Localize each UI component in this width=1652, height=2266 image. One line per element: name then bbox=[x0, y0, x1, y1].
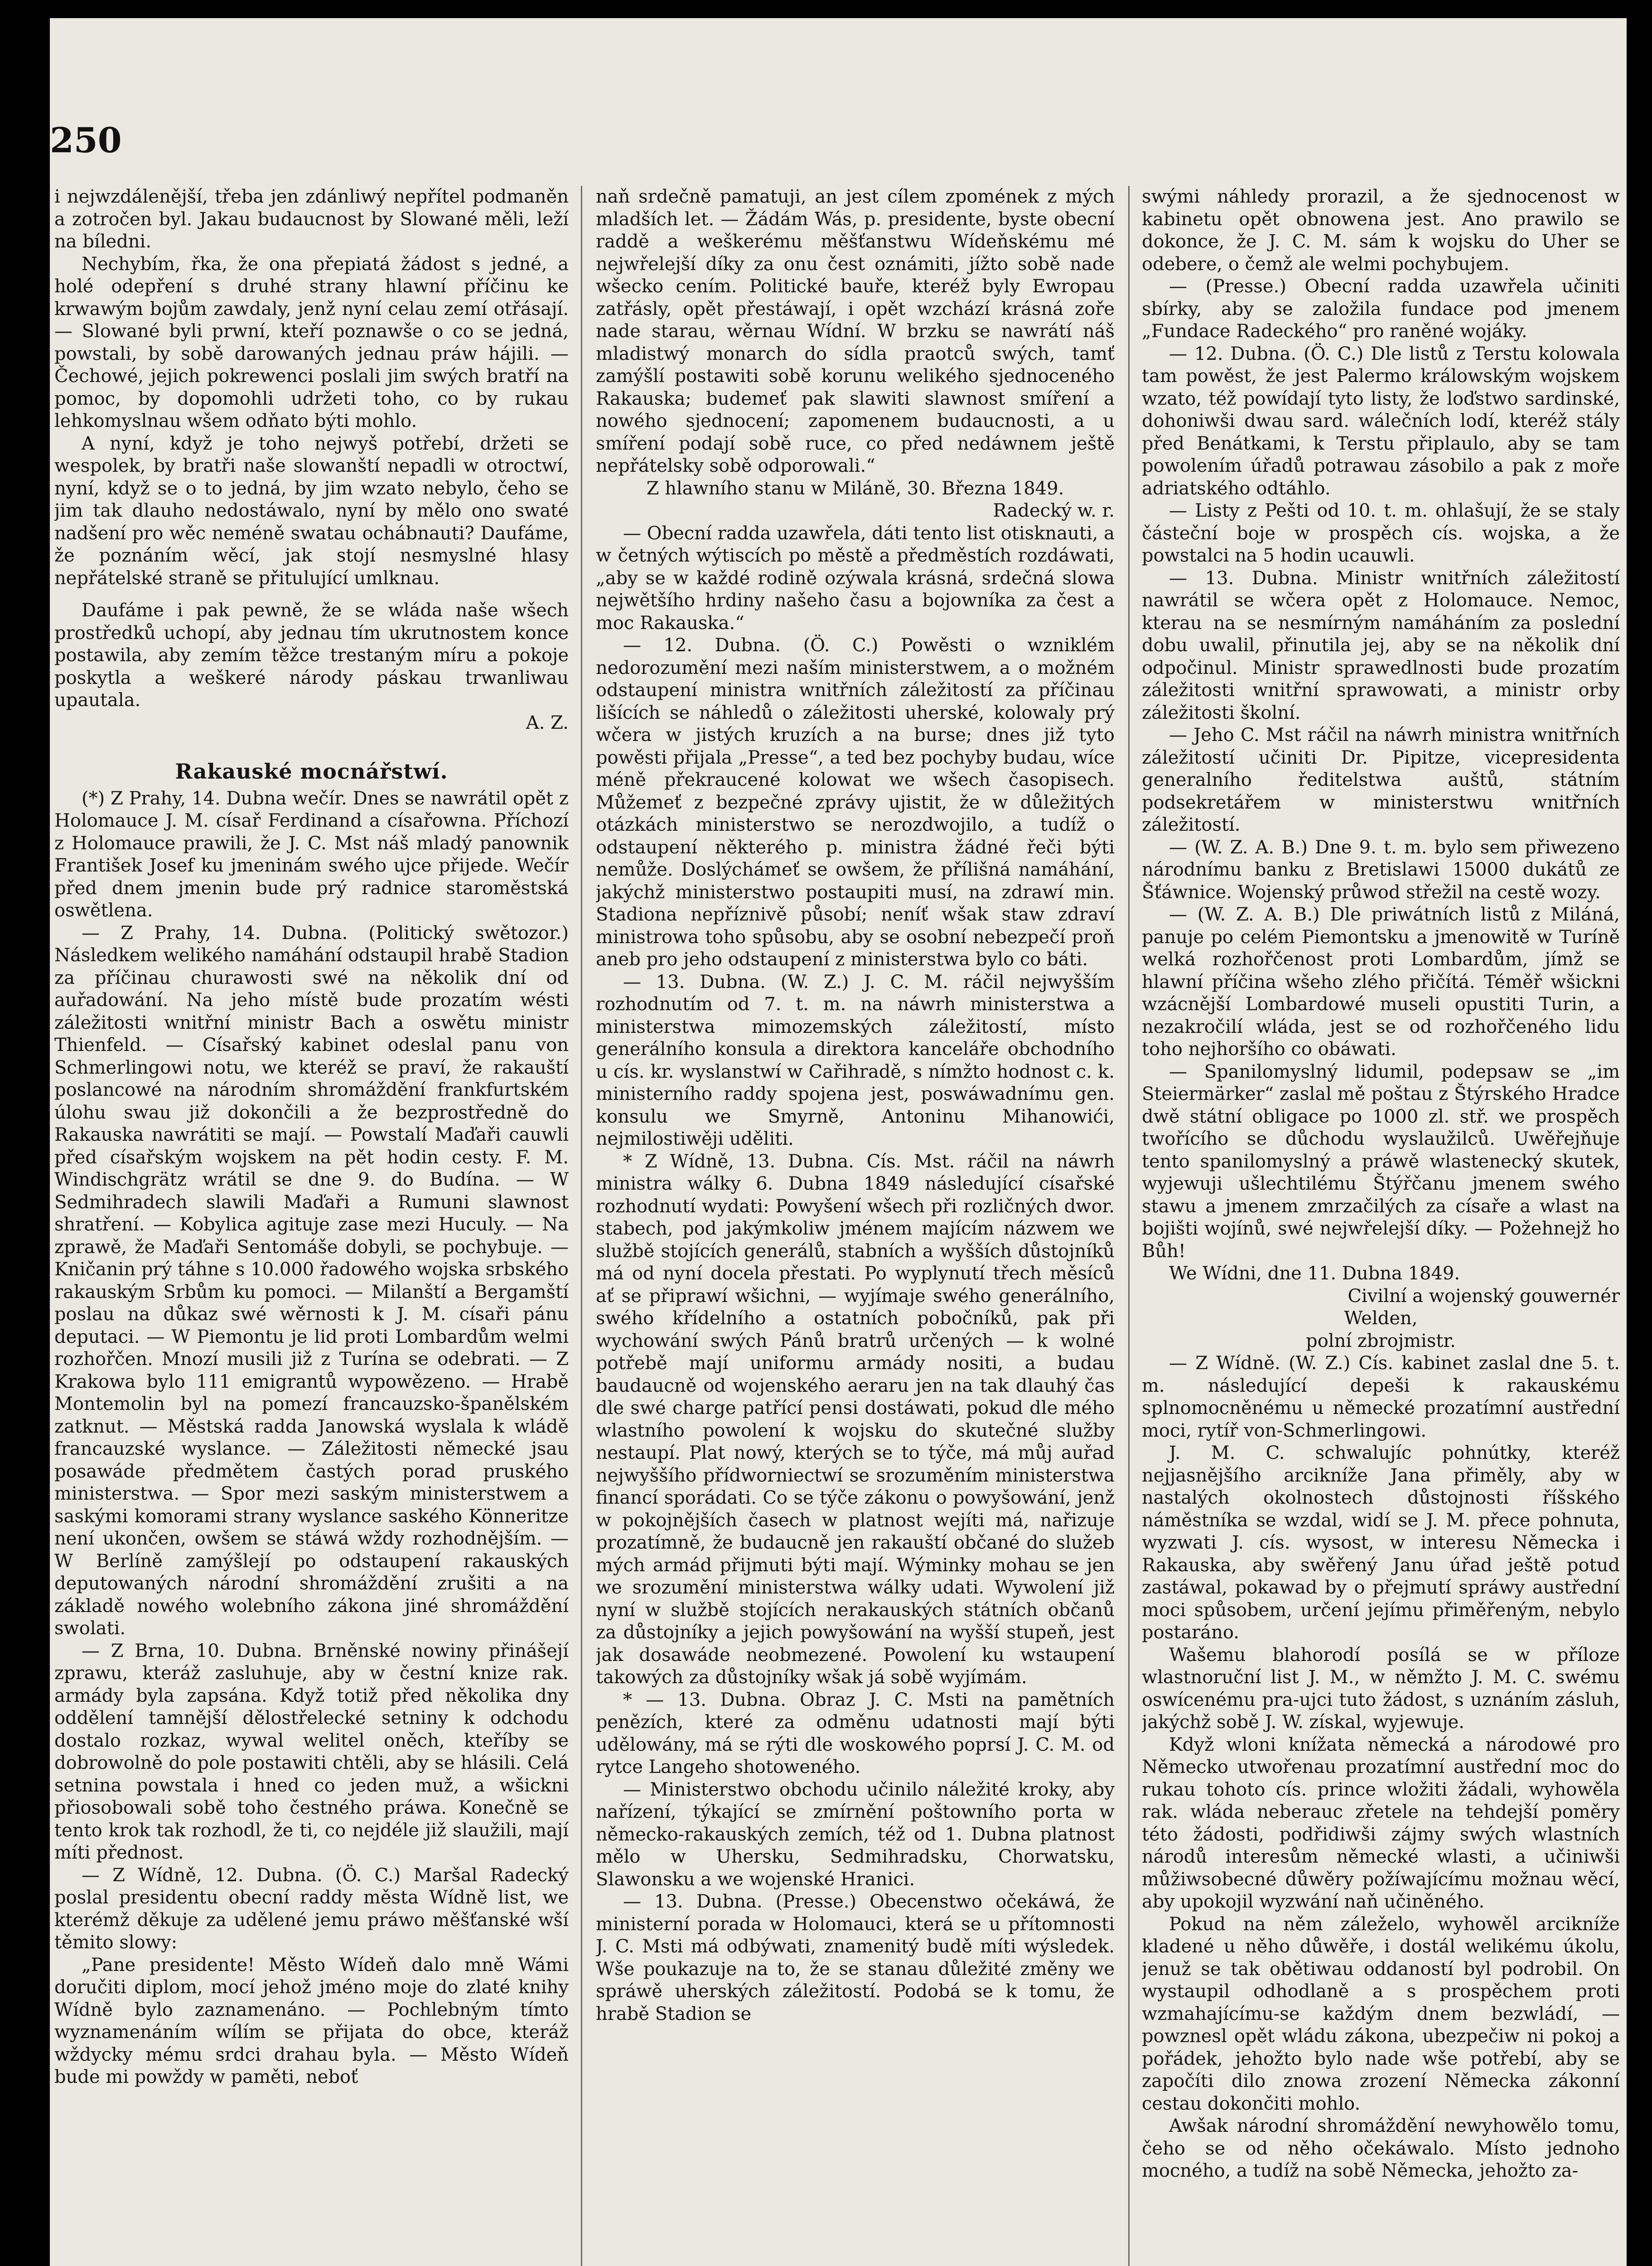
column-1 bbox=[54, 186, 569, 2266]
newspaper-sheet bbox=[50, 18, 1627, 2266]
news-item: Awšak národní shromáždění newyhowělo tomu, čeho se od něho očekáwalo. Místo jednoho mocného, a tudíž na sobě Německa, jehožto za- bbox=[1142, 2116, 1620, 2181]
author-initials: A. Z. bbox=[526, 712, 569, 733]
news-item: — Listy z Pešti od 10. t. m. ohlašují, že se staly částeční boje w prospěch cís. wojska, a že powstalci na 5 hodin ucauwli. bbox=[1142, 500, 1620, 566]
news-item: — Z Wídně, 12. Dubna. (Ö. C.) Maršal Radecký poslal presidentu obecní raddy města Wídně list, we kterémž děkuje za udělené jemu práwo měšťanské wší těmito slowy: bbox=[54, 1864, 569, 1953]
quoted-letter: naň srdečně pamatuji, an jest cílem zpomének z mých mladších let. — Žádám Wás, p. presidente, byste obecní raddě a weškerému měšťanstwu Wídeňskému mé nejwřelejší díky za onu čest oznámiti, jížto sobě nade wšecko cením. Politické bauře, kteréž byly Ewropau zatřásly, opět přestáwají, i opět wzchází krásná zoře nade starau, wěrnau Wídní. W brzku se nawrátí náš mladistwý monarch do sídla praotců swých, tamť zamýšlí postawiti sobě korunu welikého sjednoceného Rakauska; budemeť pak slawiti slawnost smíření a nowého sjednocení; zapomenem budaucnosti, a u smíření podají sobě ruce, co před nedáwnem ještě nepřátelsky sobě odporowali.“ bbox=[596, 186, 1115, 476]
news-item: — 12. Dubna. (Ö. C.) Dle listů z Terstu kolowala tam powěst, že jest Palermo králowským wojskem wzato, též powídají tyto listy, že loďstwo sardinské, dohoniwši dwau sard. wálečních lodí, kteréž stály před Benátkami, k Terstu připlaulo, aby se tam powolením úřadů potrawau zásobilo a pak z moře adriatského odtáhlo. bbox=[1142, 343, 1620, 499]
article-paragraph: Nechybím, řka, že ona přepiatá žádost s jedné, a holé odepření s druhé strany hlawní příčinu ke krwawým bojům zawdaly, jenž nyní celau zemí otřásají. — Slowané byli prwní, kteří poznawše o co se jedná, powstali, by sobě darowaných jednau práw hájili. — Čechowé, jejich pokrewenci poslali jim swých bratří na pomoc, by dopomohli udržeti toho, co by rukau lehkomyslnau wšem odňato býti mohlo. bbox=[54, 253, 569, 431]
news-item: * Z Wídně, 13. Dubna. Cís. Mst. ráčil na náwrh ministra wálky 6. Dubna 1849 následující císařské rozhodnutí wydati: Powyšení wšech při rozličných dwor. stabech, pod jakýmkoliw jménem majícím názwem we službě stojících generálů, stabních a wyšších důstojníků má od nyní docela přestati. Po wyplynutí třech měsíců ať se připrawí wšichni, — wyjímaje swého generálního, swého křídelního a ostatních pobočníků, pak při wychowání swých Pánů bratrů určených — k wolné potřebě mají uniformu armády nositi, a budau baudaucně od wojenského aeraru jen na tak dlauhý čas dle swé charge patřící pensi dostáwati, pokud dle mého wlastního powolení k wojsku do skutečné služby nestaupí. Plat nowý, kterých se to týče, má můj auřad nejwyššího přídworniectwí se srozuměním ministerstwa financí sporádati. Co se týče zákonu o powyšowání, jenž w pokojnějších časech w platnost wejíti má, nařizuje prozatímně, že budaucně jen rakauští občané do služeb mých armád přijmuti býti mají. Wýminky mohau se jen we srozumění ministerstwa wálky udati. Wywolení již nyní w službě stojících nerakauských státních občanů za důstojníky a jejich powyšowání na wyšší stupeň, jest jak dosawáde neobmezené. Powolení ku wstaupení takowých za důstojníky wšak já sobě wyjímám. bbox=[596, 1151, 1115, 1688]
section-heading: Rakauské mocnářstwí. bbox=[175, 759, 448, 784]
signature-rank: polní zbrojmistr. bbox=[1306, 1330, 1456, 1351]
news-item: (*) Z Prahy, 14. Dubna wečír. Dnes se nawrátil opět z Holomauce J. M. císař Ferdinand a císařowna. Příchozí z Holomauce prawili, že J. C. Mst náš mladý panownik František Josef ku jmeninám swého ujce přijede. Wečír před dnem jmenin bude prý radnice staroměstská oswětlena. bbox=[54, 788, 569, 921]
news-item: — Z Wídně. (W. Z.) Cís. kabinet zaslal dne 5. t. m. následující depeši k rakauskému splnomocněnému u německé prozatímní austřední moci, rytíř von-Schmerlingowi. bbox=[1142, 1353, 1620, 1441]
news-item: — 13. Dubna. (W. Z.) J. C. M. ráčil nejwyšším rozhodnutím od 7. t. m. na náwrh ministerstwa a ministerstwa mimozemských záležitostí, místo generálního konsula a direktora kanceláře obchodního u cís. kr. wyslanstwí w Cařihradě, s nímžto hodnost c. k. ministerního raddy spojena jest, poswáwadnímu gen. konsulu we Smyrně, Antoninu Mihanowići, nejmilostiwěji uděliti. bbox=[596, 971, 1115, 1149]
column-divider bbox=[1128, 186, 1130, 2266]
news-item: — (Presse.) Obecní radda uzawřela učiniti sbírky, aby se založila fundace pod jmenem „Fundace Radeckého“ pro raněné wojáky. bbox=[1142, 276, 1620, 342]
news-item: — (W. Z. A. B.) Dle priwátních listů z Miláná, panuje po celém Piemontsku a jmenowitě w Turíně welká rozhořčenost proti Lombardům, jímž se hlawní příčina wšeho zlého přičítá. Téměř wšickni wzácnější Lombardowé museli opustiti Turin, a nezakročilí wláda, jest se od rozhořčeného lidu toho nejhoršího co obáwati. bbox=[1142, 904, 1620, 1060]
column-divider bbox=[581, 186, 582, 2266]
column-3 bbox=[1142, 186, 1620, 2266]
column-2 bbox=[596, 186, 1115, 2266]
news-item: — Z Prahy, 14. Dubna. (Politický swětozor.) Následkem welikého namáhání odstaupil hrabě Stadion za příčinau churawosti swé na několik dní od auřadowání. Na jeho místě bude prozatím wésti záležitosti wnitřní ministr Bach a oswětu ministr Thienfeld. — Císařský kabinet odeslal panu von Schmerlingowi notu, we kteréž se praví, že rakauští poslancowé na národním shromáždění frankfurtském úlohu swau již dokončili a že bezprostředně do Rakauska nawrátiti se mají. — Powstalí Maďaři cauwli před císařským wojskem na pět hodin cesty. F. M. Windischgrätz wrátil se dne 9. do Budína. — W Sedmihradech slawili Maďaři a Rumuni slawnost shratření. — Kobylica agituje zase mezi Huculy. — Na zprawě, že Maďaři Sentomáše dobyli, se pochybuje. — Kničanin prý táhne s 10.000 řadowého wojska srbského rakauským Srbům ku pomoci. — Milanští a Bergamští poslau na důkaz swé wěrnosti k J. M. císaři pánu deputaci. — W Piemontu je lid proti Lombardům welmi rozhořčen. Mnozí musili již z Turína se odebrati. — Z Krakowa bylo 111 emigrantů wypowězeno. — Hrabě Montemolin byl na pomezí francauzsko-španělském zatknut. — Městská radda Janowská wyslala k wládě francauzské wyslance. — Záležitosti německé jsau posawáde předmětem častých porad pruského ministerstwa. — Spor mezi saským ministerstwem a saskými komorami strany wyslance saského Könneritze není ukončen, owšem se stáwá wždy rozhodnějším. — W Berlíně zamýšlejí po odstaupení rakauských deputowaných národní shromáždění zrušiti a na základě nowého wolebního zákona jiné shromáždění swolati. bbox=[54, 922, 569, 1639]
news-item: — Obecní radda uzawřela, dáti tento list otisknauti, a w četných wýtiscích po městě a předměstích rozdáwati, „aby se w každé rodině ozýwala krásná, srdečná slowa nejwětšího hrdiny našeho času a bojowníka za čest a moc Rakauska.“ bbox=[596, 523, 1115, 634]
letter-place-date: We Wídni, dne 11. Dubna 1849. bbox=[1169, 1263, 1460, 1284]
news-item: — Ministerstwo obchodu učinilo náležité kroky, aby nařízení, týkající se zmírnění poštowního porta w německo-rakauských zemích, též od 1. Dubna platnost mělo w Uhersku, Sedmihradsku, Chorwatsku, Slawonsku a we wojenské Hranici. bbox=[596, 1779, 1115, 1890]
article-paragraph: Daufáme i pak pewně, že se wláda naše wšech prostředků uchopí, aby jednau tím ukrutnostem konce postawila, aby zemím těžce trestaným míru a pokoje poskytla a weškeré národy páskau trwanliwau upautala. bbox=[54, 600, 569, 711]
letter-place-date: Z hlawního stanu w Miláně, 30. Března 1849. bbox=[646, 478, 1064, 499]
article-paragraph: A nyní, když je toho nejwyš potřebí, držeti se wespolek, by bratři naše slowanští nepadli w otroctwí, nyní, když se o to jedná, by jim wzato nebylo, čeho se jim tak dlauho nedostáwalo, nyní by mělo ono swaté nadšení pro wěc neméně swatau ochábnauti? Daufáme, že poznáním wěcí, jak stojí nesmyslné hlasy nepřátelské straně se přitulující umlknau. bbox=[54, 433, 569, 589]
page-number: 250 bbox=[50, 120, 122, 160]
news-item: — 12. Dubna. (Ö. C.) Powěsti o wzniklém nedorozumění mezi naším ministerstwem, a o možném odstaupení ministra wnitřních záležitostí za příčinau lišících se náhledů o záležitosti uherské, kolowaly prý wčera w jistých kruzích a na burse; dnes již tyto powěsti přijala „Presse“, a ted bez pochyby budau, wíce méně překraucené kolowat we wšech časopisech. Můžemeť z bezpečné zprávy ujistit, že w důležitých otázkách ministerstwo se nerozdwojilo, a tudíž o odstaupení některého p. ministra žádné řeči býti nemůže. Doslýchámeť se owšem, že přílišná namáhání, jakýchž ministerstwo postaupiti musí, na zdrawí min. Stadiona nepříznivě působí; neníť wšak staw zdraví ministrowa toho spůsobu, aby se osobní nebezpečí proň aneb pro jeho odstaupení z ministerstwa bylo co báti. bbox=[596, 635, 1115, 970]
article-paragraph: i nejwzdálenější, třeba jen zdánliwý nepřítel podmaněn a zotročen byl. Jakau budaucnost by Slowané měli, leží na bíledni. bbox=[54, 186, 569, 252]
signature-title: Civilní a wojenský gouwernér bbox=[1348, 1285, 1620, 1307]
quoted-letter: „Pane presidente! Město Wídeň dalo mně Wámi doručiti diplom, mocí jehož jméno moje do zlaté knihy Wídně bylo zaznamenáno. — Pochlebným tímto wyznamenáním wílím se přijata do obce, kteráž wždycky mému srdci drahau byla. — Město Wídeň bude mi powždy w paměti, neboť bbox=[54, 1954, 569, 2087]
news-item: — 13. Dubna. Ministr wnitřních záležitostí nawrátil se wčera opět z Holomauce. Nemoc, kterau na se nesmírným namáháním za poslední dobu uwalil, přinutila jej, aby se na několik dní odpočinul. Ministr sprawedlnosti bude prozatím záležitosti wnitřní sprawowati, a ministr orby záležitosti školní. bbox=[1142, 567, 1620, 723]
news-item: — (W. Z. A. B.) Dne 9. t. m. bylo sem přiwezeno národnímu banku z Bretislawi 15000 dukátů ze Šťáwnice. Wojenský průwod střežil na cestě wozy. bbox=[1142, 837, 1620, 903]
signature-name: Welden, bbox=[1344, 1308, 1418, 1329]
news-item: Pokud na něm záleželo, wyhowěl arcikníže kladené u něho důwěře, i dostál welikému úkolu, jenuž se tak obětiwau oddaností byl podrobil. On wystaupil odhodlaně a s prospěchem proti wzmahajícímu-se každým dnem bezwládí, — powznesl opět wládu zákona, ubezpečiw ni pokoj a pořádek, jehožto bylo nade wše potřebí, aby se započíti dilo znowa zrození Německa zákonní cestau dokončiti mohlo. bbox=[1142, 1913, 1620, 2114]
news-item: — Jeho C. Mst ráčil na náwrh ministra wnitřních záležitostí učiniti Dr. Pipitze, vicepresidenta generalního ředitelstwa auštů, státním podsekretářem w ministerstwu wnitřních záležitostí. bbox=[1142, 725, 1620, 835]
letter-signature: Radecký w. r. bbox=[993, 500, 1115, 521]
news-item: — Z Brna, 10. Dubna. Brněnské nowiny přinášejí zprawu, kteráž zasluhuje, aby w čestní knize rak. armády byla zapsána. Když totiž před několika dny oddělení tamnější dělostřelecké setniny k odchodu dostalo rozkaz, wywal welitel oněch, kteříby se dobrowolně do pole postawiti chtěli, aby se hlásili. Celá setnina powstala i hned co jeden muž, a wšickni přiosobowali sobě toho čestného práwa. Konečně se tento krok tak rozhodl, že ti, co nejdéle již slaužili, mají míti přednost. bbox=[54, 1640, 569, 1863]
news-item: Když wloni knížata německá a národowé pro Německo utwořenau prozatímní austřední moc do rukau tohoto cís. prince wložiti žádali, wyhowěla rak. wláda neberauc zřetele na tehdejší poměry této žádosti, podřidiwši zájmy swých wlastních národů interesům německé wlasti, a učiniwši můžiwsobecné důwěry požíwajícímu možnau wěcí, aby upokojil wyzwání naň učiněného. bbox=[1142, 1734, 1620, 1912]
news-item: — 13. Dubna. (Presse.) Obecenstwo očekáwá, že ministerní porada w Holomauci, která se u přítomnosti J. C. Msti má odbýwati, znamenitý budě míti wýsledek. Wše poukazuje na to, že se stanau důležité změny we spráwě uherských záležitostí. Podobá se k tomu, že hrabě Stadion se bbox=[596, 1891, 1115, 2024]
news-item: Wašemu blahorodí posílá se w příloze wlastnoruční list J. M., w němžto J. M. C. swému oswícenému pra-ujci tuto žádost, s uznáním zásluh, jakýchž sobě J. W. získal, wyjewuje. bbox=[1142, 1644, 1620, 1733]
news-item: * — 13. Dubna. Obraz J. C. Msti na pamětních penězích, které za odměnu udatnosti mají býti udělowány, má se rýti dle woskowého poprsí J. C. M. od rytce Langeho shotoweného. bbox=[596, 1689, 1115, 1777]
news-item: J. M. C. schwalujíc pohnútky, kteréž nejjasnějšího arcikníže Jana přiměly, aby w nastalých okolnostech důstojnosti říšského náměstníka se wzdal, widí se J. M. přece pohnuta, wyzwati J. cís. wysost, w interesu Německa i Rakauska, aby swěřený Janu úřad ještě potud zastáwal, pokawad by o přejmutí spráwy austřední moci spůsobem, určení jejímu přiměřeným, nebylo postaráno. bbox=[1142, 1443, 1620, 1643]
news-item: — Spanilomyslný lidumil, podepsaw se „im Steiermärker“ zaslal mě poštau z Štýrského Hradce dwě státní obligace po 1000 zl. stř. we prospěch twořícího se důchodu wyslaužilců. Uwěřejňuje tento spanilomyslný a práwě wlastenecký skutek, wyjewuji ušlechtilému Štýřčanu jmenem swého stawu a jmenem zmrzačilých za císaře a wlast na bojišti wojínů, swé nejwřelejší díky. — Požehnejž ho Bůh! bbox=[1142, 1061, 1620, 1262]
news-item: swými náhledy prorazil, a že sjednocenost w kabinetu opět obnowena jest. Ano prawilo se dokonce, že J. C. M. sám k wojsku do Uher se odebere, o čemž ale welmi pochybujem. bbox=[1142, 186, 1620, 275]
